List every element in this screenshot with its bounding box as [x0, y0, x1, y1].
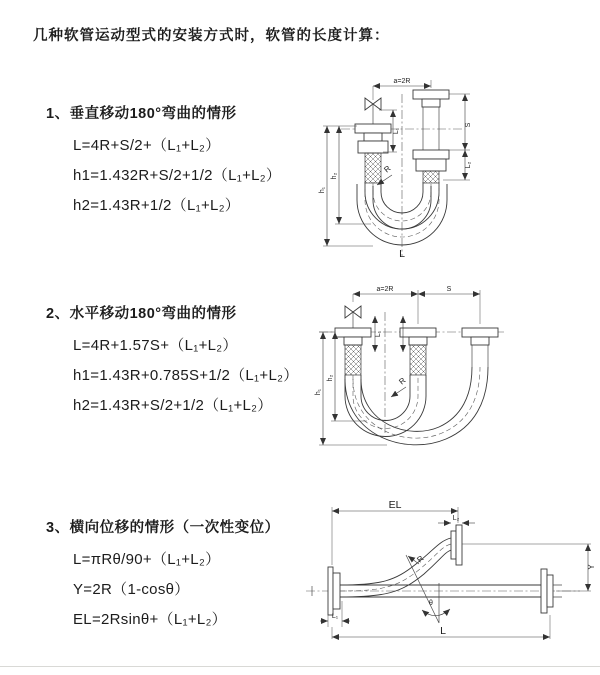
diagram-vertical-180 — [313, 74, 588, 264]
angle-construction — [406, 555, 450, 623]
dim-label-l2: L₂ — [465, 161, 472, 169]
dim-label-y: Y — [587, 564, 596, 570]
dimension-el — [332, 499, 458, 565]
scan-edge-rule — [0, 666, 600, 667]
dim-label-h1: h₁ — [319, 186, 326, 194]
dim-label-r: R — [415, 553, 426, 565]
left-pipe-fitting — [335, 328, 371, 375]
diagram-lateral-displacement — [298, 497, 600, 649]
diagram-horizontal-180 — [311, 284, 600, 462]
dim-label-s: S — [465, 122, 472, 128]
left-pipe-fitting — [355, 124, 391, 183]
hose-u-bend-position-a — [365, 182, 439, 229]
formula-L: L=πRθ/90+（L₁+L₂） — [73, 551, 221, 568]
section-2-formulas — [73, 331, 299, 421]
section-lateral-displacement — [46, 516, 280, 635]
braided-hose-section — [365, 153, 381, 183]
dim-label-a2r: a=2R — [376, 286, 394, 293]
section-1-heading: 1、垂直移动180°弯曲的情形 — [46, 106, 237, 122]
dim-label-r: R — [382, 163, 393, 175]
formula-L: L=4R+1.57S+（L₁+L₂） — [73, 337, 238, 354]
top-flange — [451, 525, 462, 565]
dim-label-l1: L₁ — [393, 127, 400, 135]
section-vertical-180 — [46, 102, 281, 221]
valve-icon — [345, 306, 361, 328]
dim-label-el: EL — [388, 499, 402, 511]
left-flange — [328, 567, 340, 615]
dim-label-h2: h₂ — [327, 374, 334, 382]
dim-label-r: R — [397, 375, 408, 387]
middle-pipe-fitting — [400, 328, 436, 375]
dimension-a2r — [353, 286, 480, 324]
formula-h1: h1=1.43R+0.785S+1/2（L₁+L₂） — [73, 367, 299, 384]
right-pipe-fitting — [413, 90, 449, 183]
dim-label-l1: L₁ — [375, 330, 382, 338]
section-1-formulas — [73, 131, 281, 221]
formula-L: L=4R+S/2+（L₁+L₂） — [73, 137, 221, 154]
dim-label-l: L — [440, 625, 446, 637]
right-pipe-fitting — [462, 328, 498, 367]
dim-label-l: L — [399, 248, 405, 260]
formula-h2: h2=1.43R+1/2（L₁+L₂） — [73, 197, 241, 214]
section-2-heading: 2、水平移动180°弯曲的情形 — [46, 306, 237, 322]
braided-hose-section — [423, 171, 439, 183]
hose-s-curve — [340, 538, 451, 597]
formula-h2: h2=1.43R+S/2+1/2（L₁+L₂） — [73, 397, 273, 414]
section-horizontal-180 — [46, 302, 299, 421]
dim-label-l2: L₂ — [452, 515, 460, 522]
valve-icon — [365, 98, 381, 124]
section-3-formulas — [73, 545, 280, 635]
formula-Y: Y=2R（1-cosθ） — [73, 581, 190, 598]
hose-u-bend-near — [345, 375, 426, 437]
radius-callout — [391, 376, 408, 397]
dimension-l — [332, 615, 550, 639]
dim-label-s: S — [446, 286, 452, 293]
formula-EL: EL=2Rsinθ+（L₁+L₂） — [73, 611, 227, 628]
dim-label-theta: θ — [429, 600, 433, 607]
page-title: 几种软管运动型式的安装方式时，软管的长度计算： — [33, 28, 390, 44]
dimension-s — [449, 94, 472, 150]
radius-callout — [408, 554, 426, 565]
dim-label-h2: h₂ — [331, 172, 338, 180]
dimension-y — [462, 544, 596, 591]
formula-h1: h1=1.432R+S/2+1/2（L₁+L₂） — [73, 167, 282, 184]
section-3-heading: 3、横向位移的情形（一次性变位） — [46, 520, 280, 536]
dimension-l1 — [375, 316, 403, 352]
dim-label-h1: h₁ — [315, 388, 322, 396]
dim-label-l1: L₁ — [331, 613, 339, 620]
dim-label-a2r: a=2R — [393, 78, 411, 85]
dimension-s — [418, 286, 480, 294]
dimension-l2 — [438, 515, 475, 523]
